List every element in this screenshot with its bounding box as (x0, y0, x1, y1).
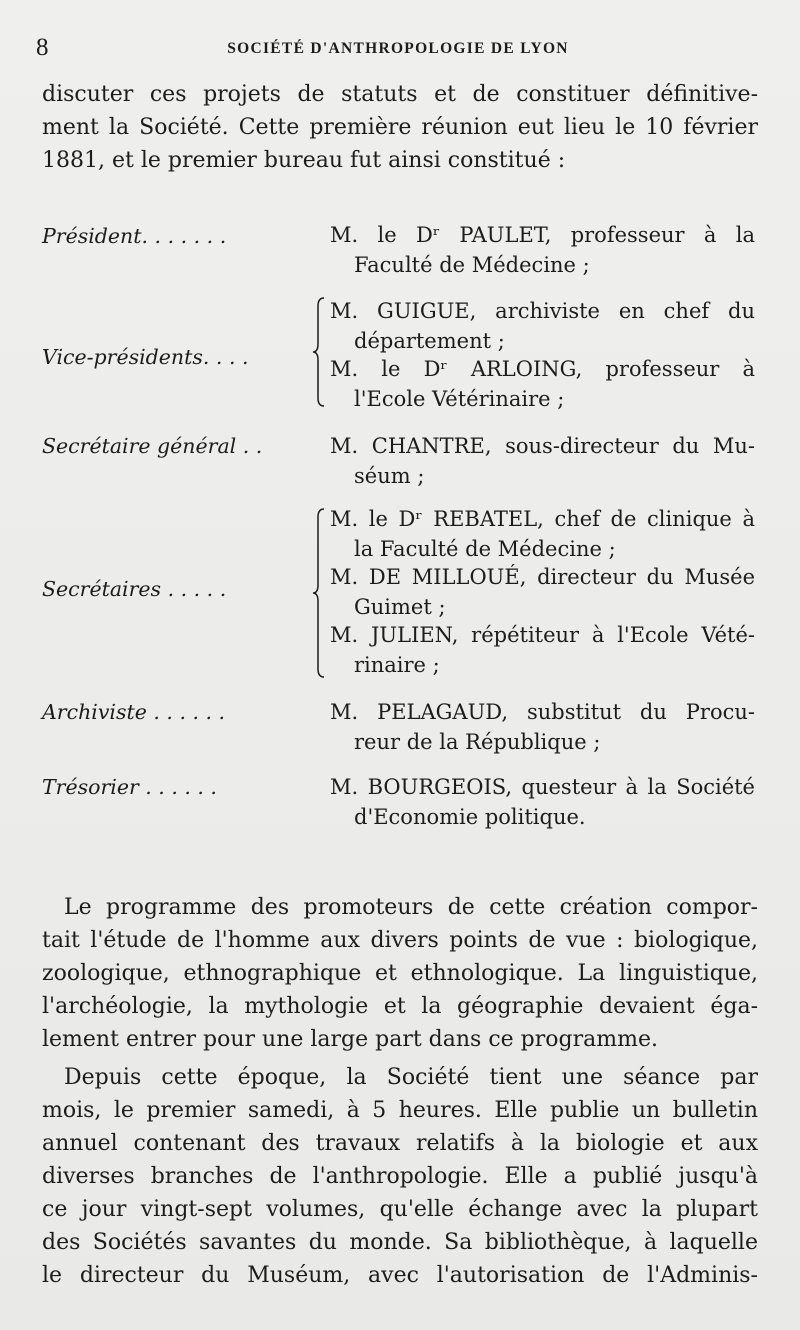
holder-line: rinaire ; (354, 653, 440, 677)
holder-line: M. JULIEN, répétiteur à l'Ecole Vété- (330, 623, 755, 647)
holder-line: M. le Dʳ REBATEL, chef de clinique à (330, 507, 755, 531)
holder-line: M. GUIGUE, archiviste en chef du (330, 299, 755, 323)
office-secretaries: Secrétaires . . . . . (42, 577, 227, 601)
paragraph2-line-4: diverses branches de l'anthropologie. Elle a publié jusqu'à (42, 1164, 758, 1189)
holder-sec-julien (330, 620, 755, 680)
holder-vp-arloing (330, 354, 755, 414)
office-archivist: Archiviste . . . . . . (42, 700, 226, 724)
paragraph1-line-2: tait l'étude de l'homme aux divers points de vue : biologique, (42, 928, 758, 953)
paragraph2-line-1: Depuis cette époque, la Société tient une séance par (64, 1065, 758, 1090)
holder-line: reur de la République ; (354, 730, 601, 754)
paragraph1-line-4: l'archéologie, la mythologie et la géographie devaient éga- (42, 994, 758, 1019)
holder-line: M. DE MILLOUÉ, directeur du Musée (330, 565, 755, 589)
holder-secretary-general (330, 431, 755, 491)
paragraph2-line-2: mois, le premier samedi, à 5 heures. Elle publie un bulletin (42, 1098, 758, 1123)
holder-line: séum ; (354, 464, 425, 488)
intro-line-2: ment la Société. Cette première réunion eut lieu le 10 février (42, 115, 758, 140)
brace (312, 507, 326, 679)
holder-sec-milloue (330, 562, 755, 622)
paragraph1-line-5: lement entrer pour une large part dans ce programme. (42, 1027, 658, 1052)
holder-line: M. le Dʳ PAULET, professeur à la (330, 223, 755, 247)
page-header (36, 34, 760, 64)
holder-line: Faculté de Médecine ; (354, 253, 590, 277)
office-president: Président. . . . . . . (42, 224, 227, 248)
running-title: SOCIÉTÉ D'ANTHROPOLOGIE DE LYON (227, 40, 569, 57)
paragraph2-line-5: ce jour vingt-sept volumes, qu'elle échange avec la plupart (42, 1197, 758, 1222)
holder-line: M. CHANTRE, sous-directeur du Mu- (330, 434, 755, 458)
intro-line-1: discuter ces projets de statuts et de constituer définitive- (42, 82, 758, 107)
holder-vp-guigue (330, 296, 755, 356)
paragraph2-line-3: annuel contenant des travaux relatifs à la biologie et aux (42, 1131, 758, 1156)
holder-sec-rebatel (330, 504, 755, 564)
holder-line: Guimet ; (354, 595, 446, 619)
holder-president (330, 220, 755, 280)
holder-line: M. PELAGAUD, substitut du Procu- (330, 700, 755, 724)
holder-line: d'Economie politique. (354, 805, 586, 829)
holder-archivist (330, 697, 755, 757)
paragraph1-line-1: Le programme des promoteurs de cette création compor- (64, 895, 758, 920)
paragraph2-line-7: le directeur du Muséum, avec l'autorisation de l'Adminis- (42, 1263, 758, 1288)
paragraph1-line-3: zoologique, ethnographique et ethnologique. La linguistique, (42, 961, 758, 986)
holder-line: M. le Dʳ ARLOING, professeur à (330, 357, 755, 381)
paragraph2-line-6: des Sociétés savantes du monde. Sa bibliothèque, à laquelle (42, 1230, 758, 1255)
holder-line: la Faculté de Médecine ; (354, 537, 616, 561)
office-treasurer: Trésorier . . . . . . (42, 775, 217, 799)
page-number: 8 (36, 34, 49, 61)
brace (312, 296, 326, 408)
intro-line-3: 1881, et le premier bureau fut ainsi constitué : (42, 148, 566, 173)
office-secretary-general: Secrétaire général . . (42, 434, 263, 458)
holder-line: M. BOURGEOIS, questeur à la Société (330, 775, 755, 799)
office-vice-presidents: Vice-présidents. . . . (42, 345, 249, 369)
holder-treasurer (330, 772, 755, 832)
holder-line: département ; (354, 329, 505, 353)
holder-line: l'Ecole Vétérinaire ; (354, 387, 565, 411)
